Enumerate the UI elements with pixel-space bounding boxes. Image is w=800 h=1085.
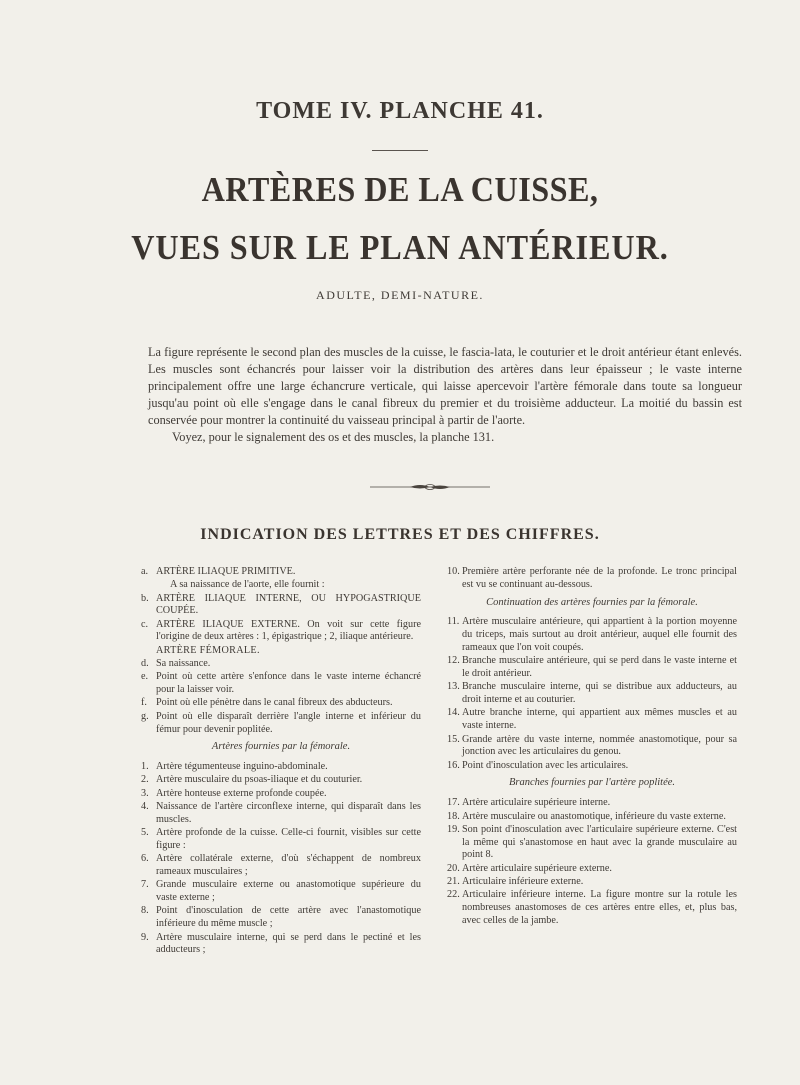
legend-item [141, 853, 421, 879]
legend-item [141, 711, 421, 737]
legend-text: Branche musculaire interne, qui se distribue aux adducteurs, au droit interne et au couturier. [462, 681, 737, 706]
legend-text: Point où cette artère s'enfonce dans le vaste interne échancré pour la laisser voir. [156, 671, 421, 696]
legend-text: Artère articulaire supérieure externe. [462, 862, 612, 874]
legend-text: Articulaire inférieure interne. La figure montre sur la rotule les nombreuses anastomoses de ces artères entre elles, et, plus bas, avec celles de la jambe. [462, 889, 737, 926]
legend-item [141, 658, 421, 671]
legend-item [447, 797, 737, 810]
legend-item [447, 681, 737, 707]
legend-text: Sa naissance. [156, 658, 211, 670]
legend-item [141, 761, 421, 774]
legend-item [141, 801, 421, 827]
legend-item [141, 645, 421, 658]
legend-key: d. [141, 658, 149, 670]
legend-item [141, 697, 421, 710]
legend-text: Artère musculaire antérieure, qui appartient à la portion moyenne du triceps, mais surtout au droit antérieur, auquel elle fournit des rameaux que l'on voit coupés. [462, 616, 737, 653]
legend-text: Artère musculaire ou anastomotique, inférieure du vaste externe. [462, 810, 726, 822]
legend-text: Grande musculaire externe ou anastomotique supérieure du vaste externe ; [156, 879, 421, 904]
legend-text: ARTÈRE ILIAQUE PRIMITIVE. [156, 566, 296, 577]
intro-text [148, 344, 742, 446]
legend-item [141, 566, 421, 579]
subtitle: ADULTE, DEMI-NATURE. [316, 288, 484, 302]
legend-key: 1. [141, 761, 149, 773]
legend-key: b. [141, 592, 149, 604]
legend-text: Point où elle disparaît derrière l'angle interne et inférieur du fémur pour devenir poplitée. [156, 710, 421, 735]
ornament-divider [370, 482, 490, 492]
legend-item [447, 889, 737, 927]
legend-text: Articulaire inférieure externe. [462, 876, 584, 888]
legend-key: 3. [141, 787, 149, 799]
legend-item [141, 593, 421, 619]
main-title-line2: VUES SUR LE PLAN ANTÉRIEUR. [131, 228, 669, 267]
legend-item [447, 760, 737, 773]
section-title: INDICATION DES LETTRES ET DES CHIFFRES. [200, 526, 600, 543]
legend-key: 6. [141, 853, 149, 865]
legend-text: Artère musculaire interne, qui se perd dans le pectiné et les adducteurs ; [156, 931, 421, 956]
legend-key: c. [141, 618, 149, 630]
legend-item [447, 707, 737, 733]
legend-key: 22. [447, 889, 460, 901]
legend-item [447, 824, 737, 862]
legend-text: Artère articulaire supérieure interne. [462, 797, 611, 809]
legend-item [141, 619, 421, 645]
legend-text: Artère honteuse externe profonde coupée. [156, 787, 327, 799]
legend-key: 21. [447, 876, 460, 888]
legend-key: 20. [447, 862, 460, 874]
legend-item [141, 879, 421, 905]
legend-text: Artère tégumenteuse inguino-abdominale. [156, 761, 328, 773]
legend-key: g. [141, 710, 149, 722]
legend-key: e. [141, 671, 149, 683]
legend-text: Point où elle pénètre dans le canal fibreux des abducteurs. [156, 697, 393, 709]
legend-key: 16. [447, 759, 460, 771]
legend-item [141, 827, 421, 853]
legend-text: Branche musculaire antérieure, qui se perd dans le vaste interne et le droit antérieur. [462, 655, 737, 680]
legend-subheading: Branches fournies par l'artère poplitée. [508, 777, 676, 789]
legend-text: Naissance de l'artère circonflexe interne, qui disparaît dans les muscles. [156, 801, 421, 825]
legend-text: A sa naissance de l'aorte, elle fournit : [170, 579, 325, 591]
legend-item [141, 788, 421, 801]
legend-key: 2. [141, 774, 149, 786]
legend-item [447, 876, 737, 889]
legend-item [447, 863, 737, 876]
main-title: ARTÈRES DE LA CUISSE, [201, 170, 599, 209]
legend-item [447, 616, 737, 654]
legend-key: 19. [447, 823, 460, 835]
legend-key: 13. [447, 681, 460, 693]
legend-text: Artère musculaire du psoas-iliaque et du couturier. [156, 774, 363, 786]
legend-text: Première artère perforante née de la profonde. Le tronc principal est vu se continuant au-dessous. [462, 566, 737, 590]
legend-key: 4. [141, 801, 149, 813]
legend-text: Son point d'inosculation avec l'articulaire supérieure externe. C'est la même qui s'anastomose en haut avec la grande musculaire au point 8. [462, 823, 737, 861]
legend-item [141, 671, 421, 697]
intro-paragraph: La figure représente le second plan des muscles de la cuisse, le fascia-lata, le couturier et le droit antérieur étant enlevés. Les muscles sont échancrés pour laisser voir la distribution des artères dans leur épaisseur ; le vaste interne principalement offre une large échancrure verticale, qui laisse apercevoir l'artère fémorale dans toute sa longueur jusqu'au point où elle s'engage dans le canal fibreux du premier et du troisième adducteur. La moitié du bassin est conservée pour montrer la continuité du vaisseau principal à partir de l'aorte. [148, 345, 742, 427]
legend-right-column [447, 566, 737, 928]
legend-text: ARTÈRE ILIAQUE EXTERNE. On voit sur cette figure l'origine de deux artères : 1, épigastrique ; 2, iliaque antérieure. [156, 618, 421, 643]
legend-item [447, 566, 737, 592]
legend-text: Point d'inosculation avec les articulaires. [462, 759, 629, 771]
legend-text: Point d'inosculation de cette artère avec l'anastomotique inférieure du même muscle ; [156, 905, 421, 930]
legend-text: Autre branche interne, qui appartient aux mêmes muscles et au vaste interne. [462, 707, 737, 732]
legend-text: Artère collatérale externe, d'où s'échappent de nombreux rameaux musculaires ; [156, 853, 421, 878]
legend-key: 9. [141, 931, 149, 943]
legend-key: 5. [141, 827, 149, 839]
legend-subheading: Artères fournies par la fémorale. [211, 741, 351, 753]
legend-subheading: Continuation des artères fournies par la fémorale. [486, 596, 698, 608]
legend-key: a. [141, 566, 149, 577]
legend-key: 14. [447, 707, 460, 719]
legend-key: 7. [141, 879, 149, 891]
legend-key: 18. [447, 810, 460, 822]
legend-text: ARTÈRE ILIAQUE INTERNE, OU HYPOGASTRIQUE COUPÉE. [156, 592, 421, 617]
legend-item [141, 579, 421, 592]
legend-item [141, 774, 421, 787]
legend-key: 12. [447, 655, 460, 667]
tome-heading: TOME IV. PLANCHE 41. [256, 98, 544, 124]
title-divider [372, 150, 428, 151]
legend-item [447, 734, 737, 760]
legend-key: 8. [141, 905, 149, 917]
legend-text: Artère profonde de la cuisse. Celle-ci fournit, visibles sur cette figure : [156, 827, 421, 851]
legend-key: f. [141, 697, 147, 709]
legend-key: 11. [447, 616, 460, 628]
legend-item [447, 811, 737, 824]
legend-key: 10. [447, 566, 460, 577]
legend-item [141, 905, 421, 931]
legend-text: ARTÈRE FÉMORALE. [156, 644, 260, 656]
legend-item [141, 932, 421, 958]
legend-item [447, 655, 737, 681]
legend-text: Grande artère du vaste interne, nommée anastomotique, pour sa jonction avec les articulaires du genou. [462, 733, 737, 758]
legend-key: 17. [447, 797, 460, 809]
legend-left-column [141, 566, 421, 958]
intro-reference: Voyez, pour le signalement des os et des muscles, la planche 131. [172, 430, 495, 444]
legend-key: 15. [447, 733, 460, 745]
